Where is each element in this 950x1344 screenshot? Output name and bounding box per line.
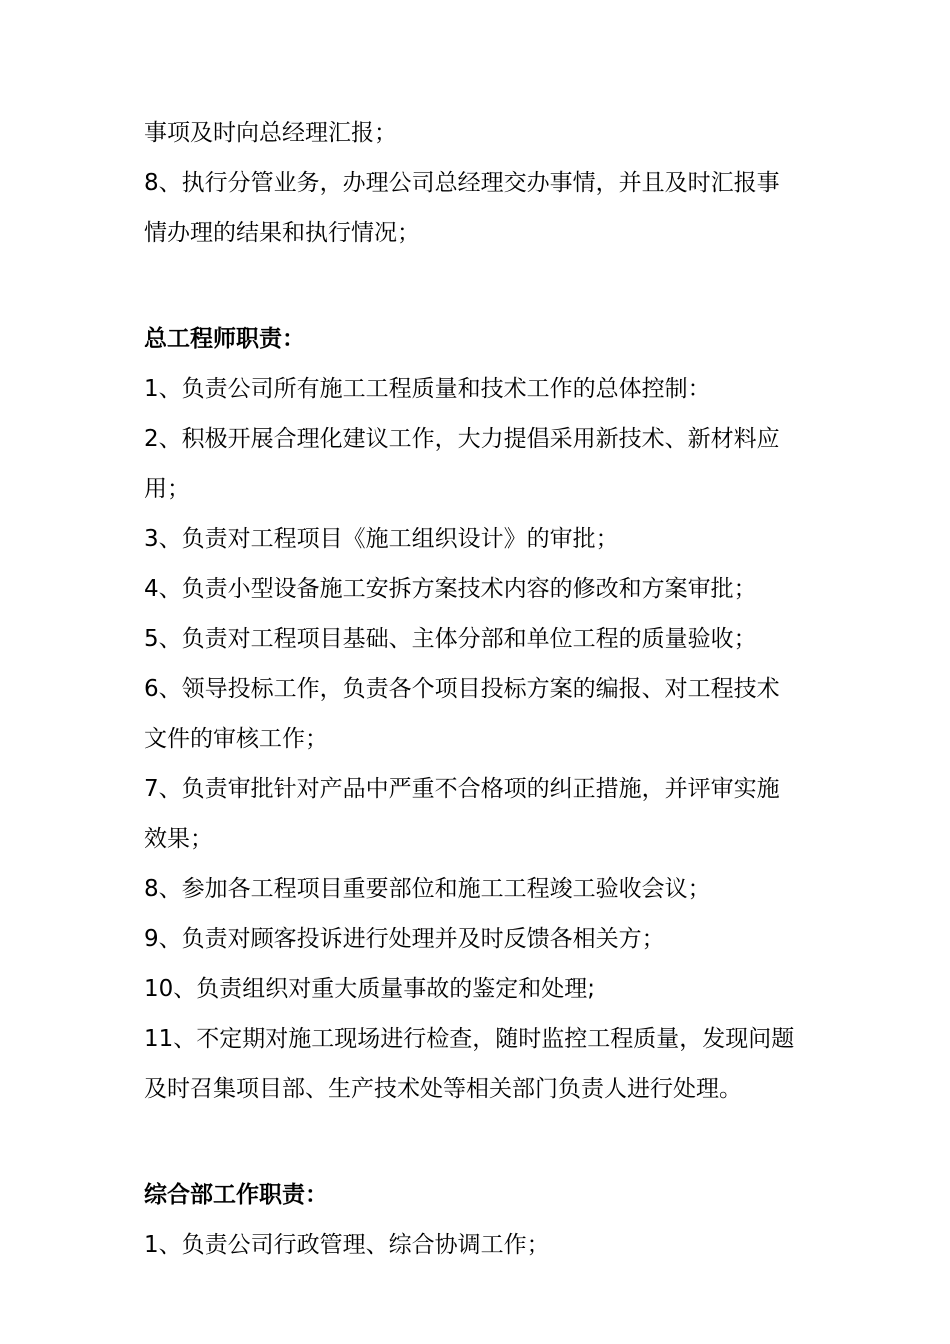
text-line: 效果； — [144, 826, 213, 852]
text-line: 10、负责组织对重大质量事故的鉴定和处理; — [144, 976, 596, 1002]
text-line: 1、负责公司行政管理、综合协调工作； — [144, 1232, 550, 1258]
section-chief-engineer — [144, 314, 814, 1114]
text-line: 情办理的结果和执行情况； — [144, 220, 420, 246]
section-gap — [144, 258, 814, 314]
section-continued — [144, 108, 814, 258]
section-heading: 总工程师职责： — [144, 326, 305, 352]
text-line: 用； — [144, 476, 190, 502]
text-line: 11、不定期对施工现场进行检查，随时监控工程质量，发现问题 — [144, 1026, 795, 1052]
section-heading: 综合部工作职责： — [144, 1182, 328, 1208]
text-line: 文件的审核工作； — [144, 726, 328, 752]
text-line: 及时召集项目部、生产技术处等相关部门负责人进行处理。 — [144, 1076, 742, 1102]
text-line: 6、领导投标工作，负责各个项目投标方案的编报、对工程技术 — [144, 676, 780, 702]
text-line: 1、负责公司所有施工工程质量和技术工作的总体控制： — [144, 376, 711, 402]
section-general-dept — [144, 1170, 814, 1270]
text-line: 5、负责对工程项目基础、主体分部和单位工程的质量验收； — [144, 626, 757, 652]
text-line: 7、负责审批针对产品中严重不合格项的纠正措施，并评审实施 — [144, 776, 780, 802]
text-line: 4、负责小型设备施工安拆方案技术内容的修改和方案审批； — [144, 576, 757, 602]
text-line: 2、积极开展合理化建议工作，大力提倡采用新技术、新材料应 — [144, 426, 780, 452]
text-line: 9、负责对顾客投诉进行处理并及时反馈各相关方； — [144, 926, 665, 952]
section-gap — [144, 1114, 814, 1170]
document-body — [144, 108, 814, 1270]
text-line: 3、负责对工程项目《施工组织设计》的审批； — [144, 526, 619, 552]
text-line: 事项及时向总经理汇报； — [144, 120, 397, 146]
text-line: 8、参加各工程项目重要部位和施工工程竣工验收会议； — [144, 876, 711, 902]
text-line: 8、执行分管业务，办理公司总经理交办事情，并且及时汇报事 — [144, 170, 780, 196]
